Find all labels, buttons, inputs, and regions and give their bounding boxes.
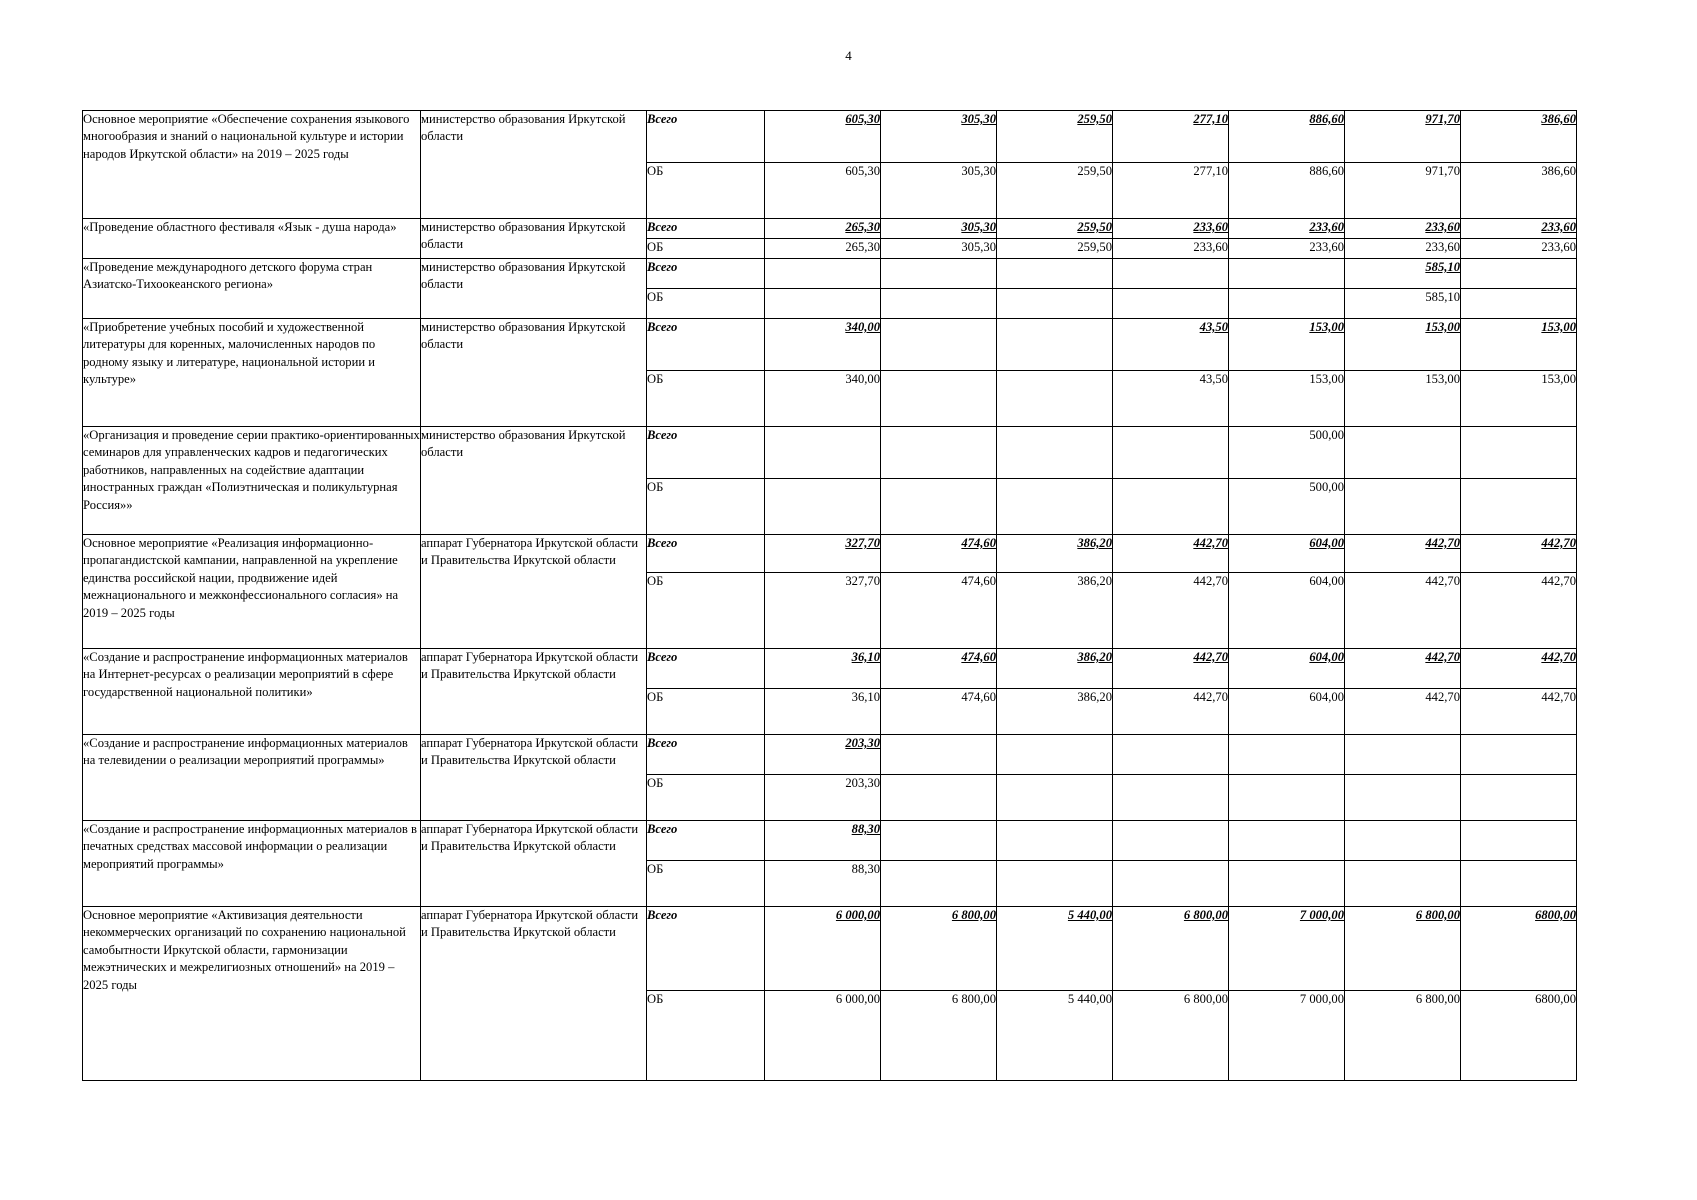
ob-value: 604,00	[1229, 573, 1345, 649]
funding-label-total: Всего	[647, 649, 765, 689]
total-value: 88,30	[765, 821, 881, 861]
ob-value	[1345, 861, 1461, 907]
ob-value: 6 000,00	[765, 991, 881, 1081]
total-value: 474,60	[881, 649, 997, 689]
total-value	[765, 427, 881, 479]
ob-value: 442,70	[1113, 689, 1229, 735]
ob-value: 971,70	[1345, 163, 1461, 219]
table-row	[83, 535, 1577, 573]
total-value: 233,60	[1345, 219, 1461, 239]
funding-label-total: Всего	[647, 319, 765, 371]
executor: аппарат Губернатора Иркутской области и Правительства Иркутской области	[421, 649, 647, 735]
ob-value	[1461, 479, 1577, 535]
ob-value	[1461, 289, 1577, 319]
ob-value: 277,10	[1113, 163, 1229, 219]
total-value: 442,70	[1345, 535, 1461, 573]
funding-label-ob: ОБ	[647, 861, 765, 907]
ob-value: 153,00	[1345, 371, 1461, 427]
total-value	[997, 427, 1113, 479]
ob-value	[997, 479, 1113, 535]
ob-value: 7 000,00	[1229, 991, 1345, 1081]
ob-value: 43,50	[1113, 371, 1229, 427]
budget-table	[82, 110, 1577, 1081]
total-value: 605,30	[765, 111, 881, 163]
total-value: 886,60	[1229, 111, 1345, 163]
activity-name: «Проведение областного фестиваля «Язык - душа народа»	[83, 219, 421, 259]
ob-value: 259,50	[997, 239, 1113, 259]
total-value	[765, 259, 881, 289]
total-value	[881, 427, 997, 479]
ob-value: 386,20	[997, 689, 1113, 735]
total-value: 604,00	[1229, 649, 1345, 689]
ob-value	[1461, 775, 1577, 821]
ob-value: 6800,00	[1461, 991, 1577, 1081]
ob-value	[997, 775, 1113, 821]
ob-value	[765, 479, 881, 535]
total-value: 233,60	[1229, 219, 1345, 239]
ob-value	[1345, 775, 1461, 821]
total-value	[1461, 427, 1577, 479]
activity-name: Основное мероприятие «Реализация информационно-пропагандистской кампании, направленной на укрепление единства российской нации, продвижение идей межнационального и межконфессионального согласия» на 2019 – 2025 годы	[83, 535, 421, 649]
total-value: 442,70	[1113, 649, 1229, 689]
ob-value: 442,70	[1461, 573, 1577, 649]
total-value: 43,50	[1113, 319, 1229, 371]
ob-value: 36,10	[765, 689, 881, 735]
total-value	[1229, 259, 1345, 289]
ob-value: 886,60	[1229, 163, 1345, 219]
total-value	[1113, 821, 1229, 861]
executor: аппарат Губернатора Иркутской области и Правительства Иркутской области	[421, 735, 647, 821]
ob-value: 442,70	[1461, 689, 1577, 735]
total-value: 971,70	[1345, 111, 1461, 163]
ob-value	[881, 289, 997, 319]
activity-name: «Проведение международного детского форума стран Азиатско-Тихоокеанского региона»	[83, 259, 421, 319]
total-value: 7 000,00	[1229, 907, 1345, 991]
total-value	[997, 735, 1113, 775]
executor: министерство образования Иркутской области	[421, 111, 647, 219]
activity-name: «Создание и распространение информационных материалов на телевидении о реализации мероприятий программы»	[83, 735, 421, 821]
table-row	[83, 259, 1577, 289]
ob-value: 233,60	[1113, 239, 1229, 259]
table-row	[83, 111, 1577, 163]
total-value: 36,10	[765, 649, 881, 689]
total-value: 442,70	[1461, 649, 1577, 689]
total-value: 340,00	[765, 319, 881, 371]
total-value: 265,30	[765, 219, 881, 239]
ob-value	[881, 861, 997, 907]
funding-label-total: Всего	[647, 219, 765, 239]
total-value: 233,60	[1113, 219, 1229, 239]
total-value	[881, 735, 997, 775]
ob-value	[1113, 861, 1229, 907]
ob-value	[997, 861, 1113, 907]
ob-value: 474,60	[881, 689, 997, 735]
funding-label-ob: ОБ	[647, 289, 765, 319]
total-value: 585,10	[1345, 259, 1461, 289]
total-value: 6 800,00	[1113, 907, 1229, 991]
activity-name: «Организация и проведение серии практико-ориентированных семинаров для управленческих кадров и педагогических работников, направленных на содействие адаптации иностранных граждан «Полиэтническая и поликультурная Россия»»	[83, 427, 421, 535]
total-value	[881, 259, 997, 289]
ob-value: 6 800,00	[1113, 991, 1229, 1081]
ob-value	[1229, 861, 1345, 907]
activity-name: Основное мероприятие «Обеспечение сохранения языкового многообразия и знаний о национальной культуре и истории народов Иркутской области» на 2019 – 2025 годы	[83, 111, 421, 219]
executor: аппарат Губернатора Иркутской области и Правительства Иркутской области	[421, 535, 647, 649]
ob-value	[1113, 775, 1229, 821]
total-value	[997, 821, 1113, 861]
total-value	[881, 821, 997, 861]
funding-label-total: Всего	[647, 907, 765, 991]
total-value	[1229, 735, 1345, 775]
table-row	[83, 907, 1577, 991]
funding-label-total: Всего	[647, 259, 765, 289]
total-value: 6 800,00	[1345, 907, 1461, 991]
ob-value: 6 800,00	[1345, 991, 1461, 1081]
ob-value	[1113, 479, 1229, 535]
total-value: 6 800,00	[881, 907, 997, 991]
funding-label-ob: ОБ	[647, 163, 765, 219]
total-value: 153,00	[1461, 319, 1577, 371]
ob-value: 442,70	[1345, 689, 1461, 735]
ob-value: 474,60	[881, 573, 997, 649]
total-value	[1461, 821, 1577, 861]
funding-label-ob: ОБ	[647, 775, 765, 821]
total-value: 386,20	[997, 649, 1113, 689]
total-value: 153,00	[1229, 319, 1345, 371]
total-value: 305,30	[881, 111, 997, 163]
total-value	[1461, 259, 1577, 289]
ob-value	[1461, 861, 1577, 907]
ob-value: 153,00	[1461, 371, 1577, 427]
ob-value: 5 440,00	[997, 991, 1113, 1081]
ob-value	[765, 289, 881, 319]
total-value: 386,60	[1461, 111, 1577, 163]
total-value	[1345, 735, 1461, 775]
ob-value: 265,30	[765, 239, 881, 259]
total-value: 6800,00	[1461, 907, 1577, 991]
executor: министерство образования Иркутской области	[421, 219, 647, 259]
funding-label-ob: ОБ	[647, 239, 765, 259]
total-value	[1345, 427, 1461, 479]
ob-value: 386,20	[997, 573, 1113, 649]
activity-name: «Создание и распространение информационных материалов в печатных средствах массовой информации о реализации мероприятий программы»	[83, 821, 421, 907]
total-value	[1345, 821, 1461, 861]
total-value: 153,00	[1345, 319, 1461, 371]
total-value: 259,50	[997, 219, 1113, 239]
ob-value	[881, 479, 997, 535]
ob-value: 305,30	[881, 239, 997, 259]
funding-label-total: Всего	[647, 427, 765, 479]
total-value: 233,60	[1461, 219, 1577, 239]
ob-value	[997, 289, 1113, 319]
total-value	[1113, 427, 1229, 479]
ob-value: 233,60	[1461, 239, 1577, 259]
activity-name: Основное мероприятие «Активизация деятельности некоммерческих организаций по сохранению национальной самобытности Иркутской области, гармонизации межэтнических и межрелигиозных отношений» на 2019 – 2025 годы	[83, 907, 421, 1081]
total-value: 305,30	[881, 219, 997, 239]
total-value: 442,70	[1461, 535, 1577, 573]
funding-label-ob: ОБ	[647, 991, 765, 1081]
table-row	[83, 735, 1577, 775]
total-value	[997, 319, 1113, 371]
ob-value	[1229, 775, 1345, 821]
funding-label-ob: ОБ	[647, 689, 765, 735]
funding-label-ob: ОБ	[647, 573, 765, 649]
total-value	[1113, 259, 1229, 289]
total-value: 327,70	[765, 535, 881, 573]
funding-label-total: Всего	[647, 821, 765, 861]
executor: министерство образования Иркутской области	[421, 319, 647, 427]
table-row	[83, 649, 1577, 689]
funding-label-total: Всего	[647, 735, 765, 775]
total-value: 386,20	[997, 535, 1113, 573]
total-value	[881, 319, 997, 371]
total-value: 500,00	[1229, 427, 1345, 479]
table-row	[83, 319, 1577, 371]
ob-value: 327,70	[765, 573, 881, 649]
funding-label-total: Всего	[647, 535, 765, 573]
total-value: 6 000,00	[765, 907, 881, 991]
ob-value: 305,30	[881, 163, 997, 219]
executor: министерство образования Иркутской области	[421, 427, 647, 535]
ob-value: 442,70	[1113, 573, 1229, 649]
total-value: 259,50	[997, 111, 1113, 163]
total-value: 442,70	[1345, 649, 1461, 689]
total-value	[1113, 735, 1229, 775]
total-value	[997, 259, 1113, 289]
total-value: 203,30	[765, 735, 881, 775]
ob-value: 500,00	[1229, 479, 1345, 535]
total-value: 277,10	[1113, 111, 1229, 163]
ob-value	[997, 371, 1113, 427]
ob-value	[1113, 289, 1229, 319]
ob-value: 203,30	[765, 775, 881, 821]
total-value	[1461, 735, 1577, 775]
total-value: 442,70	[1113, 535, 1229, 573]
funding-label-ob: ОБ	[647, 479, 765, 535]
ob-value: 386,60	[1461, 163, 1577, 219]
activity-name: «Приобретение учебных пособий и художественной литературы для коренных, малочисленных народов по родному языку и литературе, национальной истории и культуре»	[83, 319, 421, 427]
ob-value: 604,00	[1229, 689, 1345, 735]
total-value	[1229, 821, 1345, 861]
ob-value: 153,00	[1229, 371, 1345, 427]
ob-value: 233,60	[1229, 239, 1345, 259]
activity-name: «Создание и распространение информационных материалов на Интернет-ресурсах о реализации мероприятий в сфере государственной национальной политики»	[83, 649, 421, 735]
ob-value	[1345, 479, 1461, 535]
ob-value: 6 800,00	[881, 991, 997, 1081]
table-row	[83, 821, 1577, 861]
total-value: 5 440,00	[997, 907, 1113, 991]
ob-value: 585,10	[1345, 289, 1461, 319]
ob-value: 259,50	[997, 163, 1113, 219]
ob-value: 340,00	[765, 371, 881, 427]
ob-value: 88,30	[765, 861, 881, 907]
total-value: 474,60	[881, 535, 997, 573]
ob-value	[881, 775, 997, 821]
table-row	[83, 219, 1577, 239]
ob-value: 442,70	[1345, 573, 1461, 649]
executor: министерство образования Иркутской области	[421, 259, 647, 319]
ob-value	[1229, 289, 1345, 319]
ob-value: 605,30	[765, 163, 881, 219]
ob-value: 233,60	[1345, 239, 1461, 259]
executor: аппарат Губернатора Иркутской области и Правительства Иркутской области	[421, 821, 647, 907]
funding-label-ob: ОБ	[647, 371, 765, 427]
executor: аппарат Губернатора Иркутской области и Правительства Иркутской области	[421, 907, 647, 1081]
total-value: 604,00	[1229, 535, 1345, 573]
funding-label-total: Всего	[647, 111, 765, 163]
table-row	[83, 427, 1577, 479]
page-number: 4	[845, 48, 852, 63]
ob-value	[881, 371, 997, 427]
